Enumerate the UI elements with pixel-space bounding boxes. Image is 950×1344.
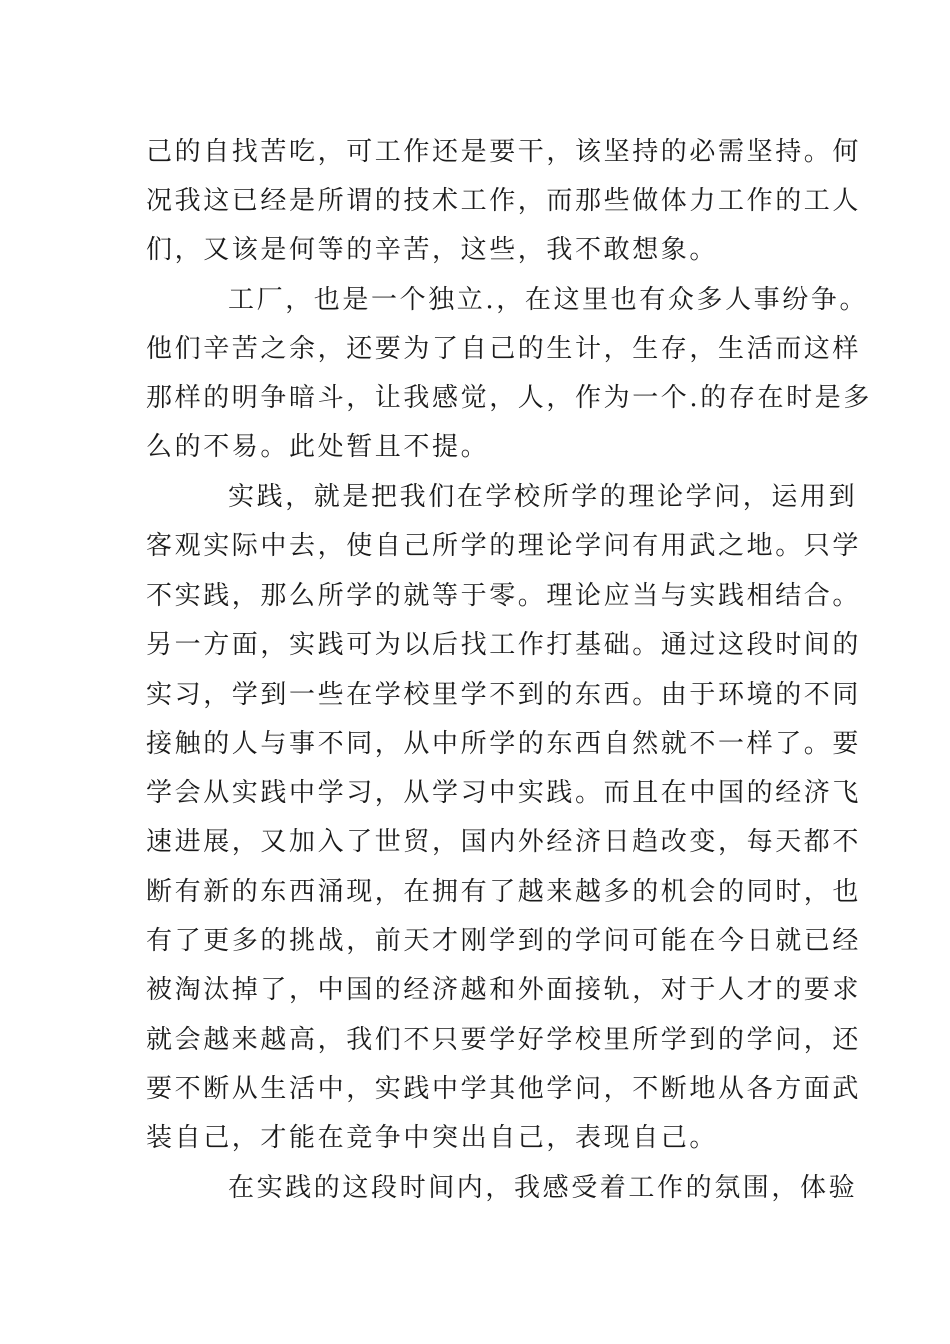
text-line: 们，又该是何等的辛苦，这些，我不敢想象。 <box>146 235 719 265</box>
text-line: 客观实际中去，使自己所学的理论学问有用武之地。只学 <box>146 531 862 561</box>
text-line: 接触的人与事不同，从中所学的东西自然就不一样了。要 <box>146 729 862 759</box>
text-line: 被淘汰掉了，中国的经济越和外面接轨，对于人才的要求 <box>146 975 862 1005</box>
paragraph-first-line: 实践，就是把我们在学校所学的理论学问，运用到 <box>228 482 858 512</box>
paragraph-first-line: 工厂，也是一个独立.，在这里也有众多人事纷争。 <box>228 285 869 315</box>
paragraph-first-line: 在实践的这段时间内，我感受着工作的氛围，体验 <box>228 1173 858 1203</box>
text-line: 要不断从生活中，实践中学其他学问，不断地从各方面武 <box>146 1074 862 1104</box>
text-line: 速进展，又加入了世贸，国内外经济日趋改变，每天都不 <box>146 827 862 857</box>
text-line: 装自己，才能在竞争中突出自己，表现自己。 <box>146 1123 719 1153</box>
text-line: 学会从实践中学习，从学习中实践。而且在中国的经济飞 <box>146 778 862 808</box>
text-line: 况我这已经是所谓的技术工作，而那些做体力工作的工人 <box>146 186 862 216</box>
text-line: 不实践，那么所学的就等于零。理论应当与实践相结合。 <box>146 581 862 611</box>
text-line: 那样的明争暗斗，让我感觉，人，作为一个.的存在时是多 <box>146 383 872 413</box>
text-line: 他们辛苦之余，还要为了自己的生计，生存，生活而这样 <box>146 334 862 364</box>
text-line: 断有新的东西涌现，在拥有了越来越多的机会的同时，也 <box>146 877 862 907</box>
text-line: 么的不易。此处暂且不提。 <box>146 432 490 462</box>
text-line: 有了更多的挑战，前天才刚学到的学问可能在今日就已经 <box>146 926 862 956</box>
text-line: 另一方面，实践可为以后找工作打基础。通过这段时间的 <box>146 630 862 660</box>
text-line: 就会越来越高，我们不只要学好学校里所学到的学问，还 <box>146 1025 862 1055</box>
text-line: 己的自找苦吃，可工作还是要干，该坚持的必需坚持。何 <box>146 137 862 167</box>
text-line: 实习，学到一些在学校里学不到的东西。由于环境的不同 <box>146 680 862 710</box>
